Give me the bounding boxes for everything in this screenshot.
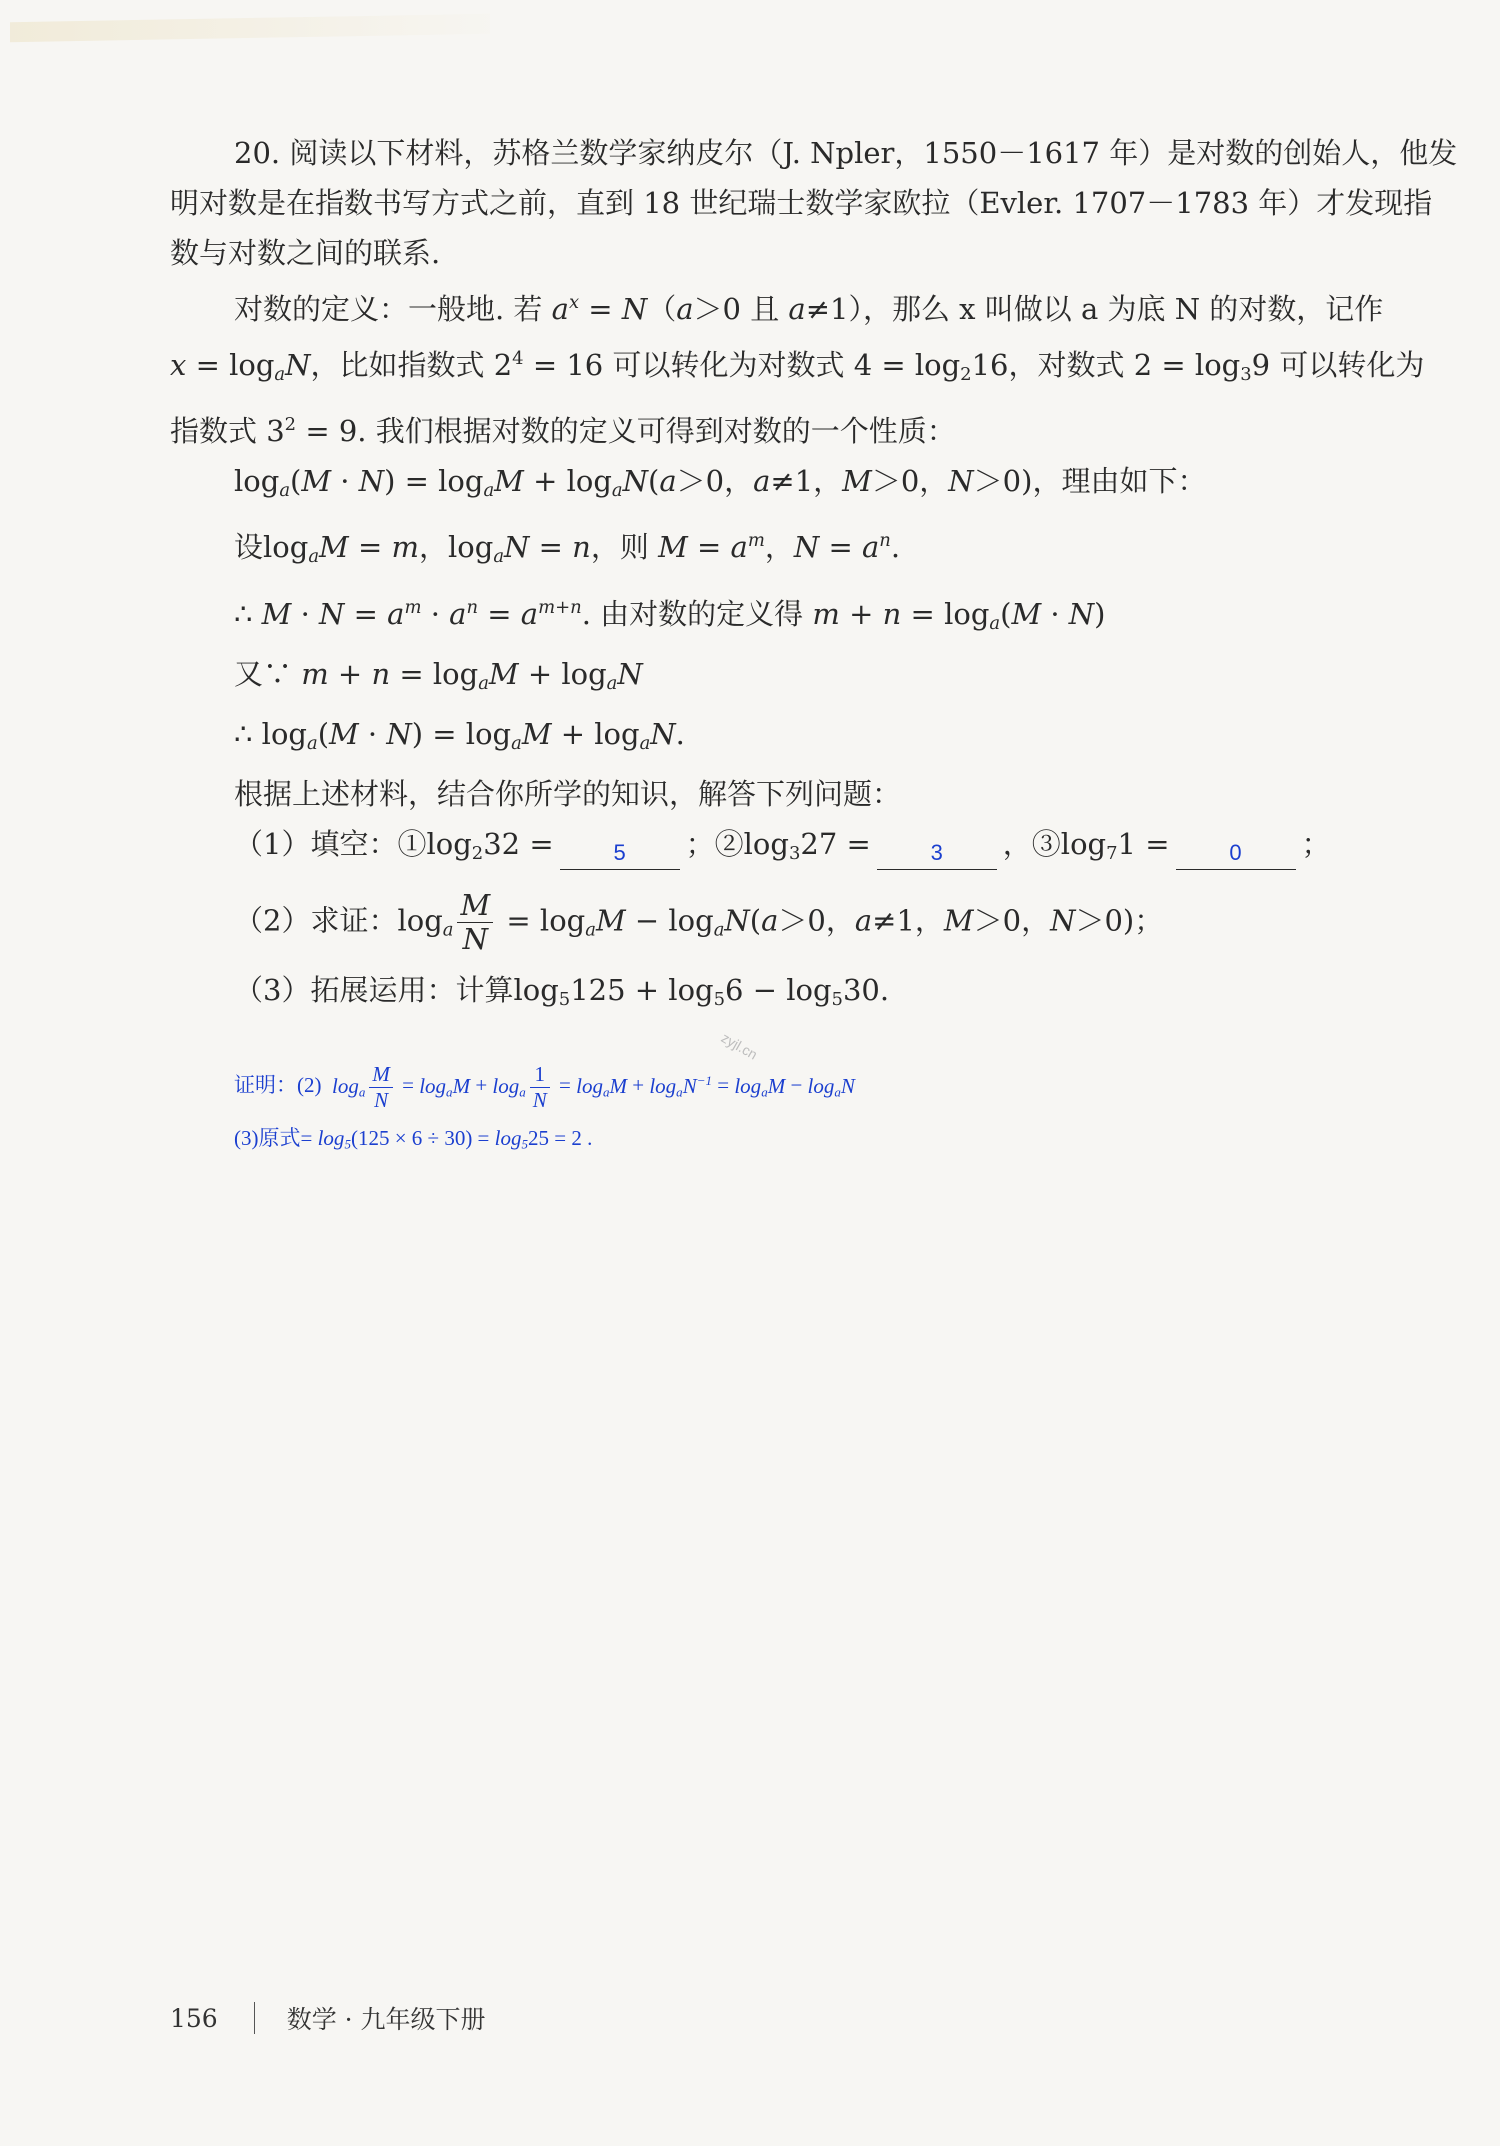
- intro-line-2: 明对数是在指数书写方式之前，直到 18 世纪瑞士数学家欧拉（Evler. 1707－1783 年）才发现指: [170, 186, 1433, 220]
- page-footer: [170, 2000, 486, 2036]
- result-line: ∴ $\log_a(M \cdot N) = \log_aM + \log_aN$.: [234, 716, 685, 754]
- page-number: 156: [170, 2003, 218, 2033]
- intro-line-1: 20. 阅读以下材料，苏格兰数学家纳皮尔（J. Npler，1550－1617 年）是对数的创始人，他发: [234, 136, 1458, 170]
- question-2: （2）求证：$\log_a$ $\frac{M}{N}$ = $\log_aM - \log_aN(a>0$，a≠1，M＞0，N＞0)；: [234, 887, 1164, 956]
- also-line: 又∵ $m + n = \log_aM + \log_aN$: [234, 656, 643, 694]
- definition-line: 对数的定义：一般地. 若 $a^x = N(a>0$ 且 a≠1），那么 x 叫做以 a 为底 N 的对数，记作: [234, 292, 1384, 327]
- example-line: $x = \log_aN$，比如指数式 $2^4 = 16$ 可以转化为对数式 $4 = \log_216$，对数式 $2 = \log_39$ 可以转化为: [170, 348, 1425, 386]
- proof-line: 证明：(2) $\log_a$ $\frac{M}{N}$ = $\log_aM + \log_a$ $\frac{1}{N}$ = $\log_aM + \log_aN^{-1} = \log_aM - \log_aN$: [234, 1062, 855, 1113]
- question-3: （3）拓展运用：计算$\log_5125 + \log_56 - \log_530$.: [234, 973, 890, 1011]
- answer-blank-2[interactable]: 3: [877, 835, 997, 870]
- question-1: （1）填空：$①\log_232 = 5$ ；$②\log_327 = 3$ ，$③\log_71 = 0$ ；: [170, 819, 1410, 879]
- watermark: zyjl.cn: [718, 1029, 761, 1063]
- answer-blank-3[interactable]: 0: [1176, 835, 1296, 870]
- book-title: 数学 · 九年级下册: [286, 2005, 486, 2034]
- answer-blank-1[interactable]: 5: [560, 835, 680, 870]
- intro-line-3: 数与对数之间的联系.: [170, 236, 441, 270]
- solution-line: (3)原式= $\log_5(125 \times 6 \div 30) = \log_525 = 2$ .: [234, 1126, 593, 1152]
- property-line: $\log_a(M \cdot N) = \log_aM + \log_aN(a>0$，a≠1，M＞0，N＞0)，理由如下：: [234, 464, 1207, 502]
- instruction-line: 根据上述材料，结合你所学的知识，解答下列问题：: [234, 776, 902, 811]
- handwritten-solution: [170, 1057, 1410, 1167]
- page-edge-streak: [10, 14, 490, 42]
- conclusion-line: 指数式 $3^2 = 9$. 我们根据对数的定义可得到对数的一个性质：: [170, 414, 956, 449]
- let-line: 设$\log_aM = m$，$\log_aN = n$，则 $M = a^m$，$N = a^n$.: [234, 530, 901, 568]
- footer-divider: [254, 2002, 255, 2034]
- therefore-line: ∴ $M \cdot N = a^m \cdot a^n = a^{m+n}$. 由对数的定义得 $m + n = \log_a(M \cdot N)$: [234, 596, 1106, 634]
- problem-block: [170, 128, 1458, 1168]
